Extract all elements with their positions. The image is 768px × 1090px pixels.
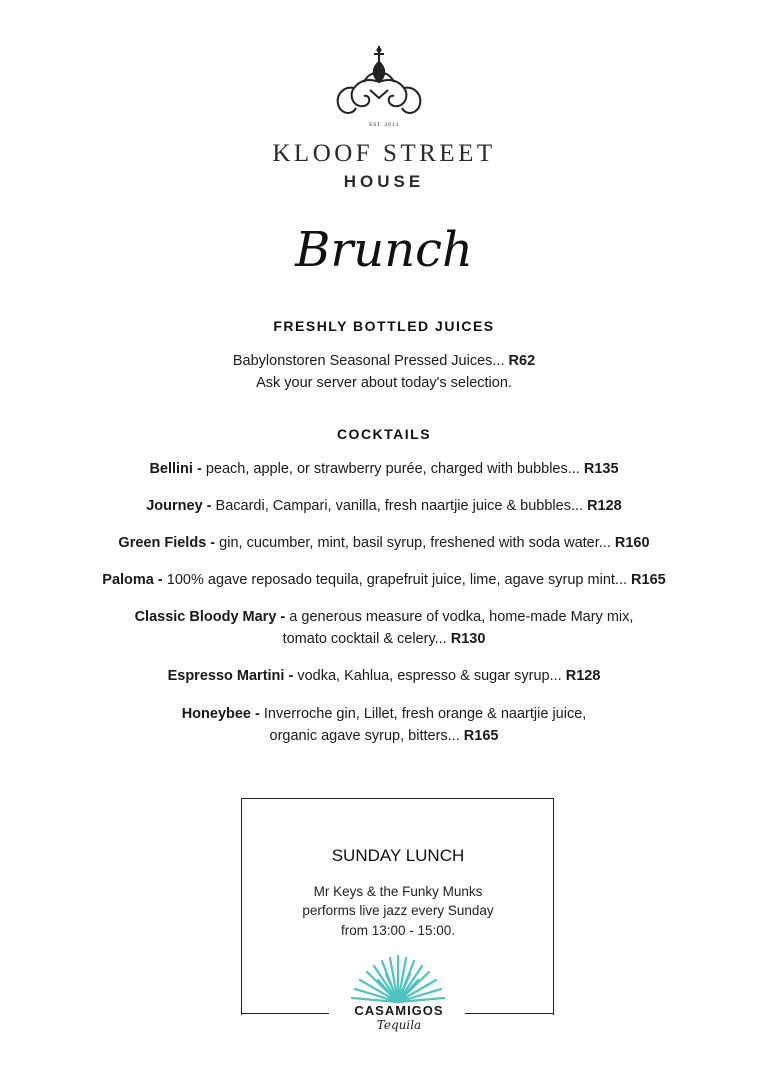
cocktail-name: Espresso Martini - xyxy=(167,668,294,684)
cocktails-heading: COCKTAILS xyxy=(336,426,432,442)
cocktail-name: Green Fields - xyxy=(118,535,216,551)
cocktail-item xyxy=(0,569,768,591)
cocktail-item xyxy=(0,458,768,480)
sponsor-sub: Tequila xyxy=(376,1018,422,1032)
cocktail-desc: vodka, Kahlua, espresso & sugar syrup... xyxy=(297,668,562,684)
established-label: EST. 2012 xyxy=(368,122,400,128)
brand-subname: HOUSE xyxy=(343,172,425,191)
brand-name: KLOOF STREET xyxy=(272,140,496,167)
cocktail-price: R128 xyxy=(565,668,601,684)
juice-item-price: R62 xyxy=(508,353,536,369)
cocktail-price: R165 xyxy=(463,728,499,744)
cocktail-price: R128 xyxy=(587,498,622,514)
cocktail-price: R135 xyxy=(583,461,619,477)
cocktail-desc-cont: organic agave syrup, bitters... xyxy=(269,728,460,744)
juice-item-text: Babylonstoren Seasonal Pressed Juices... xyxy=(232,353,505,369)
cocktail-item xyxy=(0,532,768,554)
cocktail-price: R130 xyxy=(450,631,486,647)
sponsor-name: CASAMIGOS xyxy=(354,1003,444,1018)
cocktail-name: Classic Bloody Mary - xyxy=(134,609,286,625)
sunday-lunch-line: performs live jazz every Sunday xyxy=(302,903,494,918)
juices-heading: FRESHLY BOTTLED JUICES xyxy=(273,318,495,334)
cocktail-desc: a generous measure of vodka, home-made Mary mix, xyxy=(289,609,634,625)
sunday-lunch-title: SUNDAY LUNCH xyxy=(331,846,465,865)
cocktail-name: Journey - xyxy=(146,498,212,514)
cocktail-price: R160 xyxy=(614,535,650,551)
cocktail-name: Bellini - xyxy=(149,461,202,477)
juice-note: Ask your server about today's selection. xyxy=(256,375,512,391)
cocktail-desc-cont: tomato cocktail & celery... xyxy=(282,631,447,647)
crest-icon xyxy=(324,42,434,124)
cocktail-item xyxy=(0,703,768,725)
sunday-lunch-line: from 13:00 - 15:00. xyxy=(340,923,456,938)
cocktail-item xyxy=(0,606,768,628)
cocktail-desc: Inverroche gin, Lillet, fresh orange & naartjie juice, xyxy=(263,706,587,722)
cocktail-desc: peach, apple, or strawberry purée, charged with bubbles... xyxy=(205,461,580,477)
cocktail-price: R165 xyxy=(631,572,666,588)
cocktail-item-cont xyxy=(0,628,768,650)
menu-title: Brunch xyxy=(295,222,473,278)
cocktail-desc: Bacardi, Campari, vanilla, fresh naartjie juice & bubbles... xyxy=(215,498,584,514)
juice-item xyxy=(0,350,768,372)
cocktail-desc: 100% agave reposado tequila, grapefruit juice, lime, agave syrup mint... xyxy=(166,572,627,588)
cocktail-item xyxy=(0,495,768,517)
cocktail-item-cont xyxy=(0,725,768,747)
cocktail-name: Honeybee - xyxy=(181,706,260,722)
cocktail-desc: gin, cucumber, mint, basil syrup, freshened with soda water... xyxy=(219,535,611,551)
cocktail-name: Paloma - xyxy=(102,572,163,588)
cocktail-item xyxy=(0,665,768,687)
agave-icon xyxy=(350,952,446,1004)
sunday-lunch-line: Mr Keys & the Funky Munks xyxy=(313,884,483,899)
